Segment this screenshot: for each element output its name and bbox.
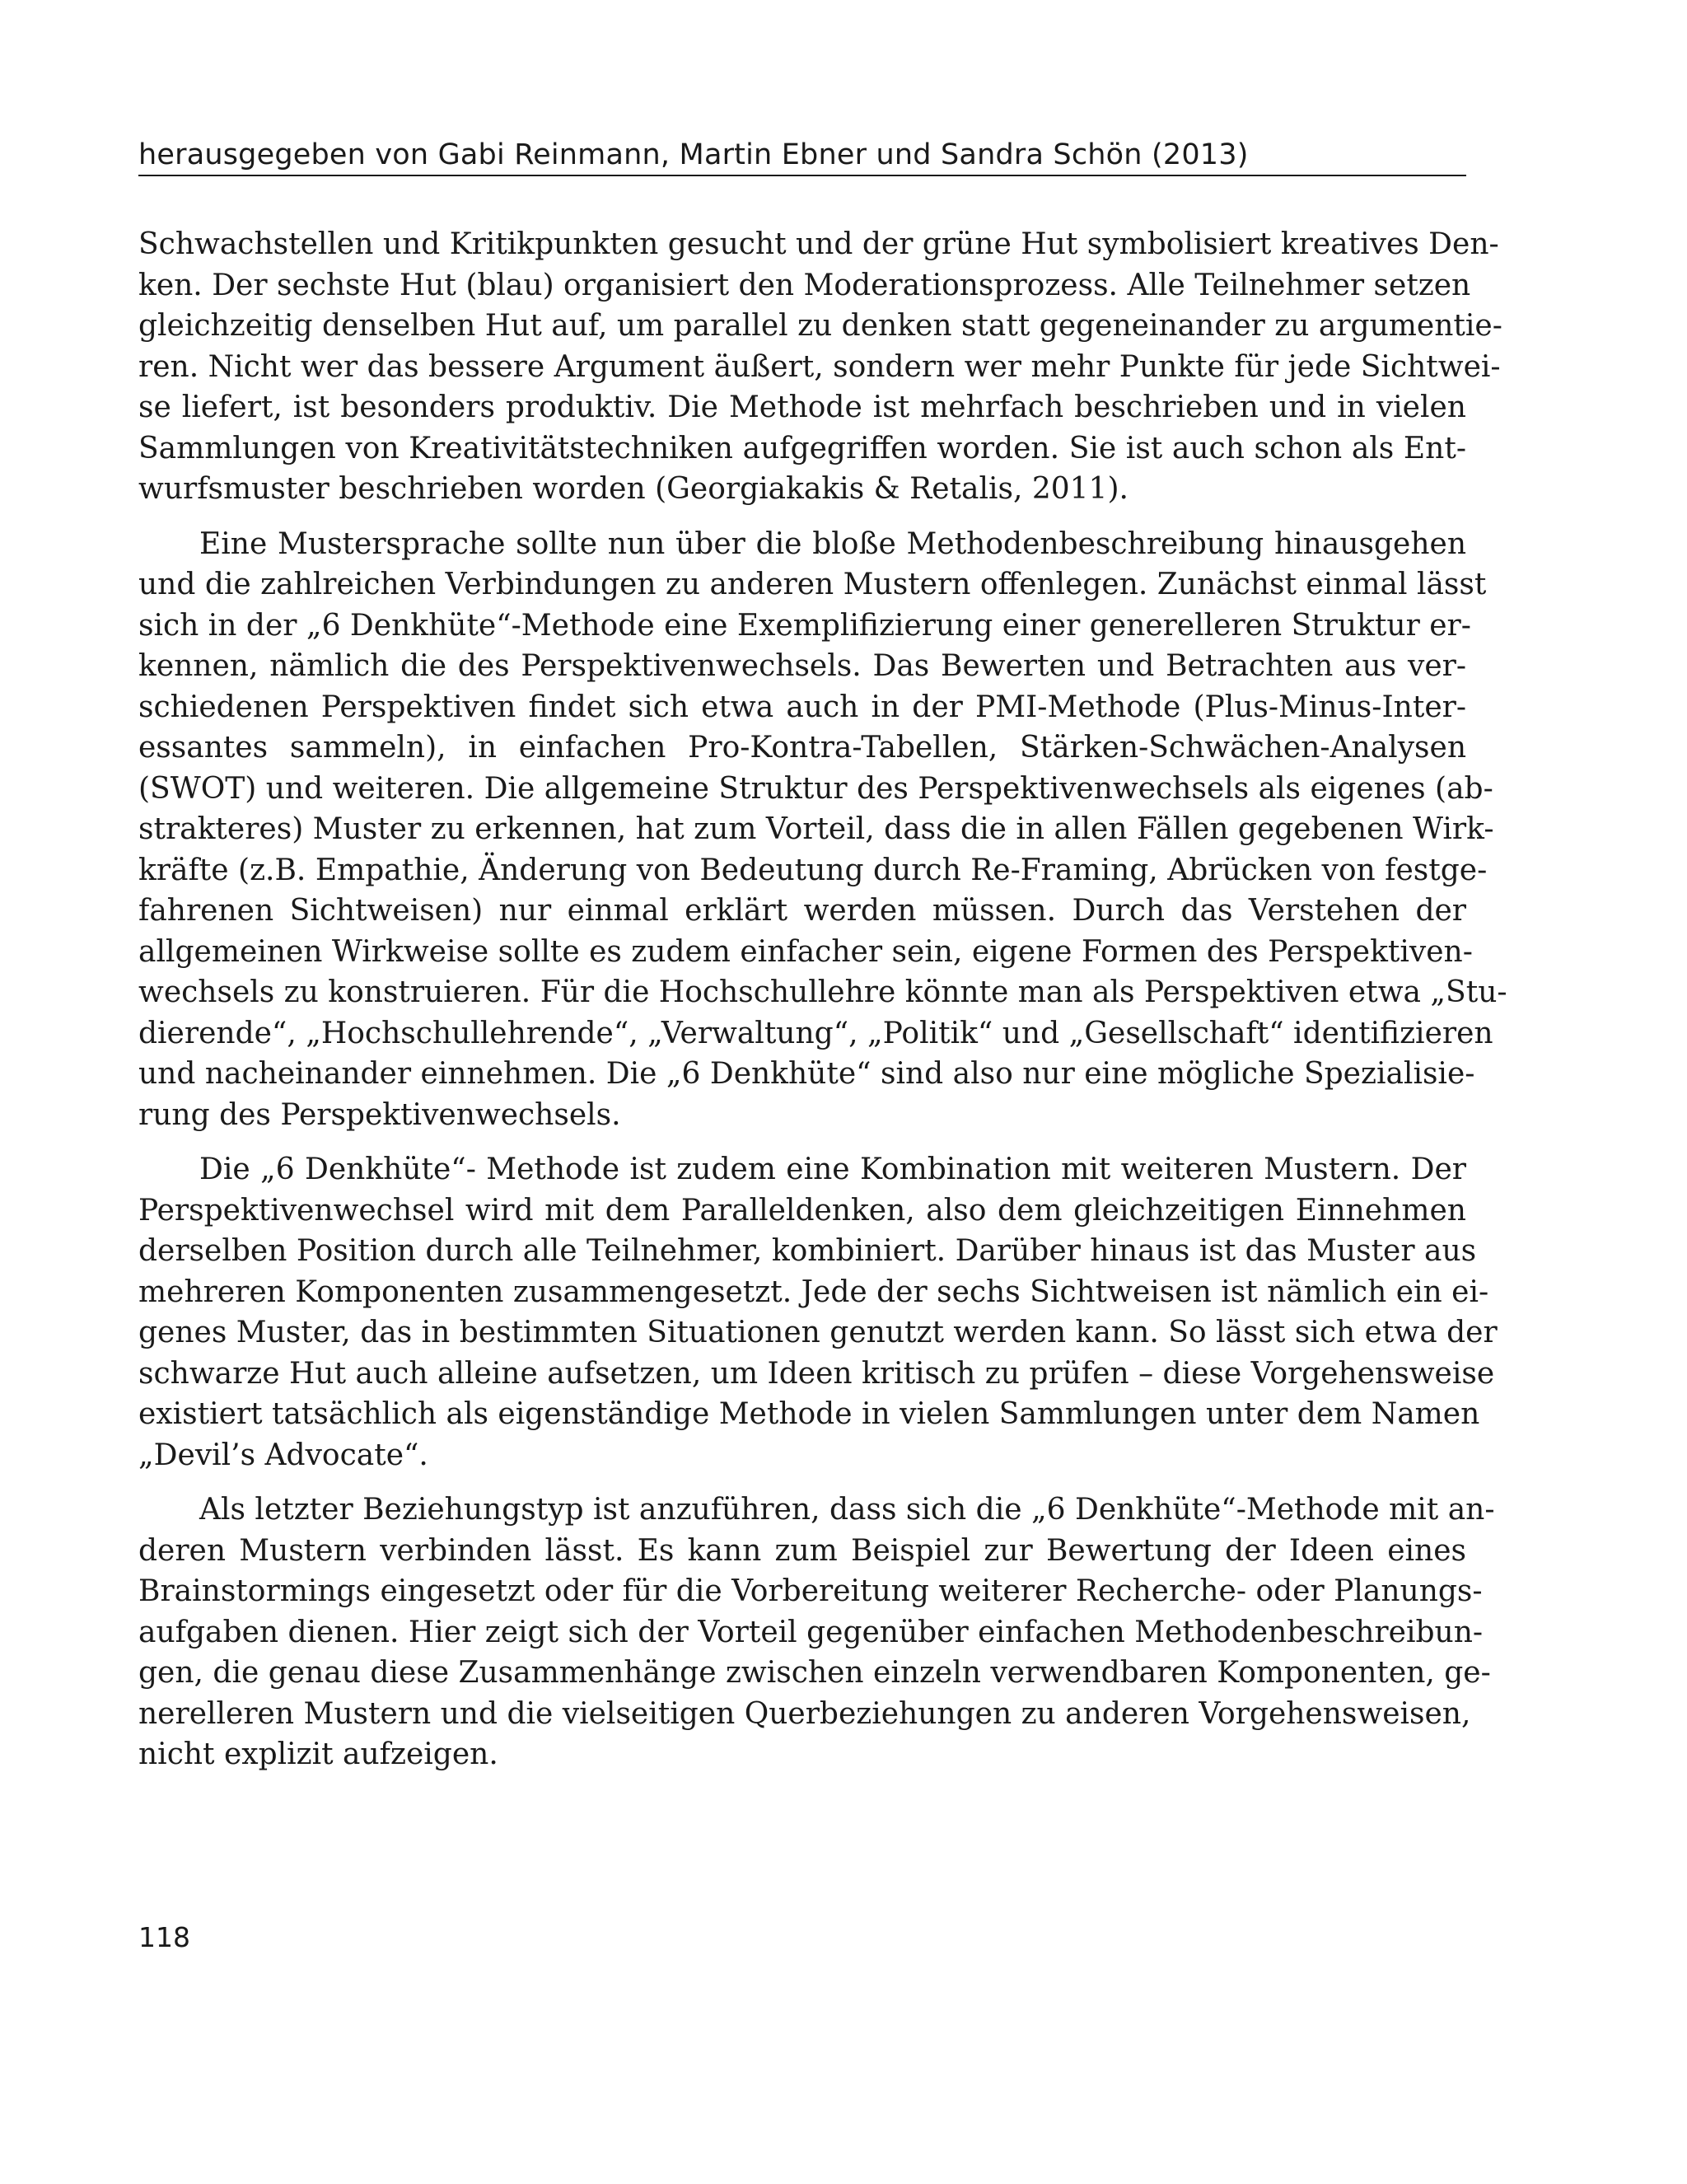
header-rule: [138, 175, 1466, 176]
text-line: schiedenen Perspektiven findet sich etwa auch in der PMI-Methode (Plus-Minus-Inter-: [138, 690, 1466, 724]
text-line: Eine Mustersprache sollte nun über die bloße Methodenbeschreibung hinausgehen: [199, 526, 1466, 561]
paragraph: [138, 524, 1507, 1136]
text-line: rung des Perspektivenwechsels.: [138, 1097, 621, 1132]
text-line: deren Mustern verbinden lässt. Es kann zum Beispiel zur Bewertung der Ideen eines: [138, 1533, 1466, 1568]
text-line: nicht explizit aufzeigen.: [138, 1737, 498, 1771]
text-line: gen, die genau diese Zusammenhänge zwischen einzeln verwendbaren Komponenten, ge-: [138, 1656, 1491, 1690]
text-line: sich in der „6 Denkhüte“-Methode eine Exemplifizierung einer generelleren Struktur er-: [138, 608, 1471, 643]
text-line: (SWOT) und weiteren. Die allgemeine Struktur des Perspektivenwechsels als eigenes (ab-: [138, 771, 1493, 806]
text-line: und die zahlreichen Verbindungen zu anderen Mustern offenlegen. Zunächst einmal lässt: [138, 568, 1487, 601]
text-line: se liefert, ist besonders produktiv. Die Methode ist mehrfach beschrieben und in vielen: [138, 391, 1466, 424]
paragraph: [138, 1149, 1498, 1475]
text-line: Brainstormings eingesetzt oder für die Vorbereitung weiterer Recherche- oder Planungs-: [138, 1574, 1483, 1608]
text-line: allgemeinen Wirkweise sollte es zudem einfacher sein, eigene Formen des Perspektiven-: [138, 934, 1473, 969]
paragraph: [138, 224, 1502, 510]
text-line: Perspektivenwechsel wird mit dem Paralleldenken, also dem gleichzeitigen Einnehmen: [138, 1193, 1466, 1228]
text-line: wurfsmuster beschrieben worden (Georgiakakis & Retalis, 2011).: [138, 472, 1129, 506]
text-line: Sammlungen von Kreativitätstechniken aufgegriffen worden. Sie ist auch schon als Ent-: [138, 431, 1466, 465]
text-line: existiert tatsächlich als eigenständige Methode in vielen Sammlungen unter dem Namen: [138, 1397, 1480, 1431]
text-line: „Devil’s Advocate“.: [138, 1438, 428, 1472]
text-line: Als letzter Beziehungstyp ist anzuführen, dass sich die „6 Denkhüte“-Methode mit an-: [199, 1493, 1495, 1527]
text-line: schwarze Hut auch alleine aufsetzen, um Ideen kritisch zu prüfen – diese Vorgehensweise: [138, 1356, 1495, 1391]
text-line: kennen, nämlich die des Perspektivenwechsels. Das Bewerten und Betrachten aus ver-: [138, 649, 1466, 683]
paragraph: [138, 1490, 1495, 1775]
text-line: dierende“, „Hochschullehrende“, „Verwaltung“, „Politik“ und „Gesellschaft“ identifizieren: [138, 1016, 1493, 1050]
text-line: wechsels zu konstruieren. Für die Hochschullehre könnte man als Perspektiven etwa „Stu-: [138, 975, 1507, 1009]
text-line: ren. Nicht wer das bessere Argument äußert, sondern wer mehr Punkte für jede Sichtwei-: [138, 349, 1501, 384]
page-number: 118: [138, 1921, 190, 1953]
text-line: nerelleren Mustern und die vielseitigen Querbeziehungen zu anderen Vorgehensweisen,: [138, 1696, 1471, 1731]
running-header: herausgegeben von Gabi Reinmann, Martin Ebner und Sandra Schön (2013): [138, 138, 1249, 171]
text-line: ken. Der sechste Hut (blau) organisiert den Moderationsprozess. Alle Teilnehmer setzen: [138, 268, 1471, 302]
text-line: genes Muster, das in bestimmten Situationen genutzt werden kann. So lässt sich etwa der: [138, 1316, 1498, 1349]
text-line: und nacheinander einnehmen. Die „6 Denkhüte“ sind also nur eine mögliche Spezialisie-: [138, 1057, 1475, 1091]
text-line: kräfte (z.B. Empathie, Änderung von Bedeutung durch Re-Framing, Abrücken von festge-: [138, 853, 1488, 887]
text-line: derselben Position durch alle Teilnehmer, kombiniert. Darüber hinaus ist das Muster aus: [138, 1234, 1477, 1268]
text-line: aufgaben dienen. Hier zeigt sich der Vorteil gegenüber einfachen Methodenbeschreibun-: [138, 1615, 1484, 1649]
body-text: [138, 224, 1507, 1789]
text-line: Die „6 Denkhüte“- Methode ist zudem eine Kombination mit weiteren Mustern. Der: [199, 1153, 1466, 1186]
text-line: essantes sammeln), in einfachen Pro-Kontra-Tabellen, Stärken-Schwächen-Analysen: [138, 731, 1466, 765]
text-line: mehreren Komponenten zusammengesetzt. Jede der sechs Sichtweisen ist nämlich ein ei-: [138, 1274, 1489, 1309]
text-line: gleichzeitig denselben Hut auf, um parallel zu denken statt gegeneinander zu argumentie-: [138, 309, 1502, 343]
text-line: fahrenen Sichtweisen) nur einmal erklärt werden müssen. Durch das Verstehen der: [138, 894, 1466, 928]
text-line: strakteres) Muster zu erkennen, hat zum Vorteil, dass die in allen Fällen gegebenen Wirk-: [138, 812, 1494, 846]
text-line: Schwachstellen und Kritikpunkten gesucht und der grüne Hut symbolisiert kreatives Den-: [138, 227, 1499, 261]
